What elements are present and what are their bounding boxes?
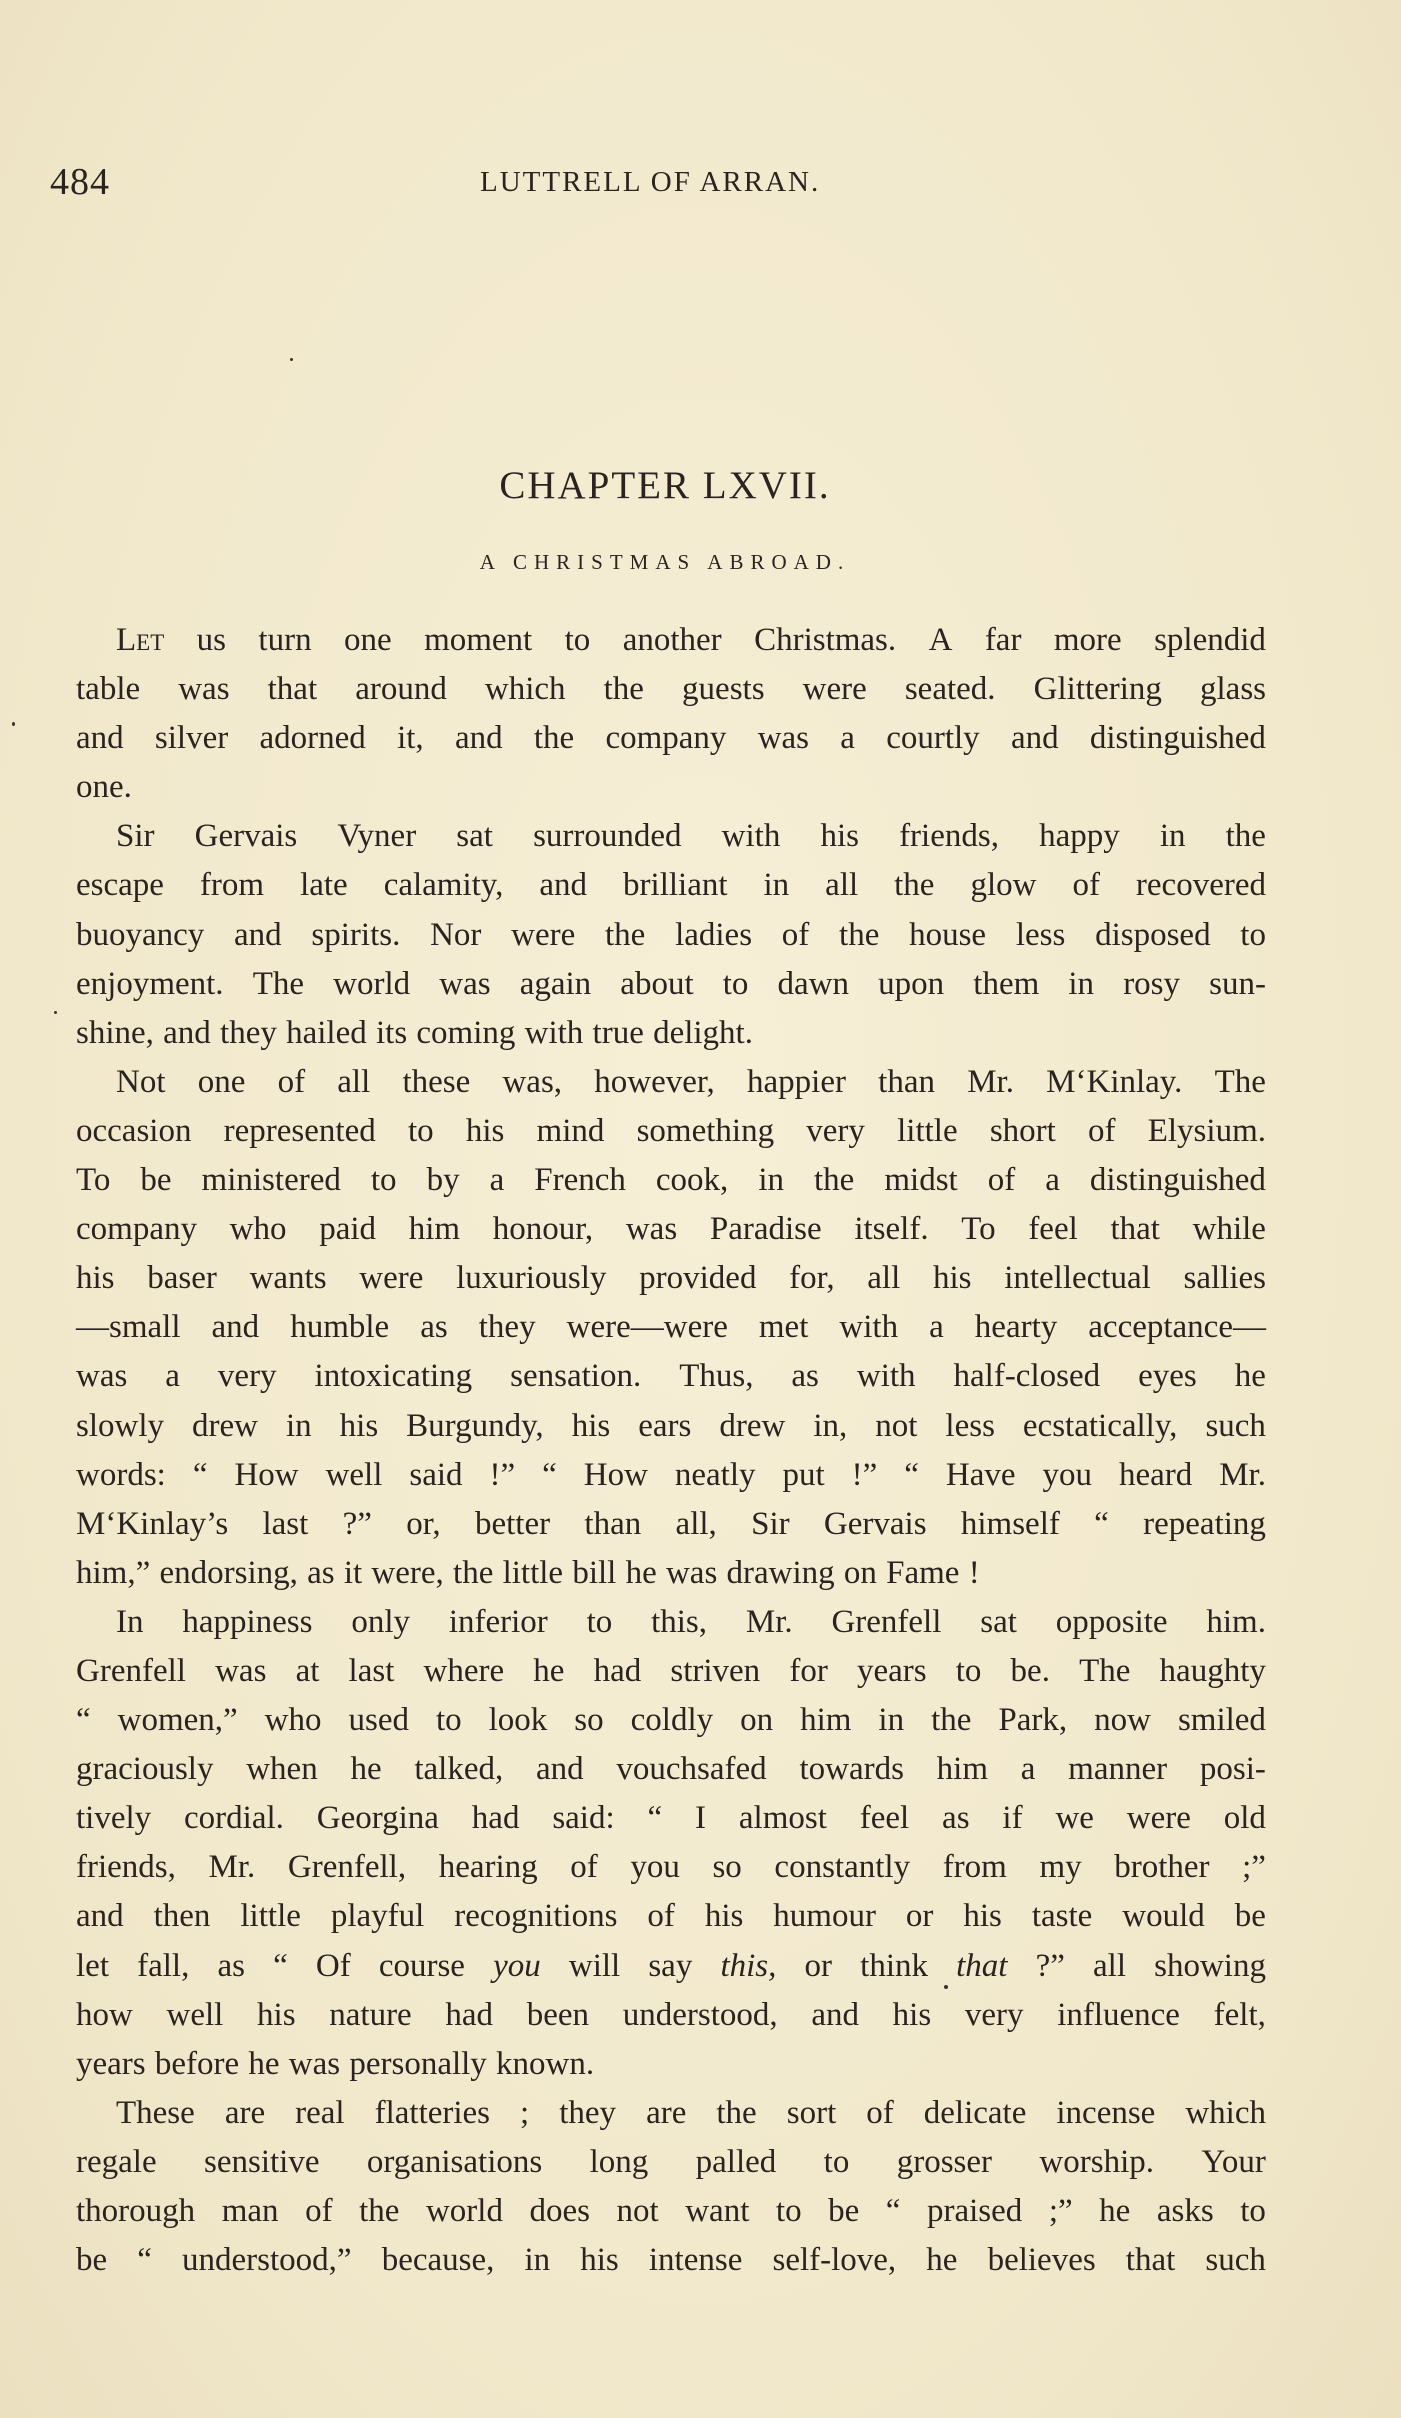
text-line: one. bbox=[76, 769, 132, 806]
text-line: tively cordial. Georgina had said: “ I almost feel as if we were old bbox=[76, 1800, 1266, 1837]
text-line: Let us turn one moment to another Christmas. A far more splendid bbox=[76, 616, 1266, 665]
text-line: company who paid him honour, was Paradise itself. To feel that while bbox=[76, 1211, 1266, 1248]
text-line: friends, Mr. Grenfell, hearing of you so constantly from my brother ;” bbox=[76, 1849, 1266, 1886]
text-line: his baser wants were luxuriously provided for, all his intellectual sallies bbox=[76, 1260, 1266, 1297]
body-text bbox=[76, 616, 1266, 2285]
text-line: and silver adorned it, and the company was a courtly and distinguished bbox=[76, 720, 1266, 757]
text-line: Grenfell was at last where he had striven for years to be. The haughty bbox=[76, 1652, 1266, 1689]
text-line: shine, and they hailed its coming with true delight. bbox=[76, 1014, 753, 1051]
text-line: years before he was personally known. bbox=[76, 2045, 595, 2082]
text-line: slowly drew in his Burgundy, his ears drew in, not less ecstatically, such bbox=[76, 1407, 1266, 1444]
print-speck bbox=[12, 722, 15, 726]
text-line: table was that around which the guests were seated. Glittering glass bbox=[76, 671, 1266, 708]
text-line: thorough man of the world does not want to be “ praised ;” he asks to bbox=[76, 2193, 1266, 2229]
text-line: “ women,” who used to look so coldly on him in the Park, now smiled bbox=[76, 1702, 1266, 1739]
text-line: let fall, as “ Of course you will say this, or think that ?” all showing bbox=[76, 1947, 1266, 1984]
text-line: him,” endorsing, as it were, the little bill he was drawing on Fame ! bbox=[76, 1554, 980, 1591]
text-line: occasion represented to his mind something very little short of Elysium. bbox=[76, 1112, 1266, 1149]
text-line: how well his nature had been understood, and his very influence felt, bbox=[76, 1996, 1266, 2033]
text-line: Sir Gervais Vyner sat surrounded with his friends, happy in the bbox=[116, 818, 1266, 855]
text-line: enjoyment. The world was again about to dawn upon them in rosy sun- bbox=[76, 965, 1266, 1002]
text-line: regale sensitive organisations long palled to grosser worship. Your bbox=[76, 2143, 1266, 2180]
print-speck bbox=[54, 1011, 57, 1014]
text-line: —small and humble as they were—were met with a hearty acceptance— bbox=[76, 1309, 1266, 1346]
text-line: These are real flatteries ; they are the sort of delicate incense which bbox=[116, 2094, 1266, 2131]
opening-word: Let bbox=[116, 622, 165, 658]
running-title: LUTTRELL OF ARRAN. bbox=[480, 166, 821, 198]
running-head bbox=[50, 160, 1250, 203]
print-speck bbox=[290, 358, 293, 361]
text-line: To be ministered to by a French cook, in the midst of a distinguished bbox=[76, 1162, 1266, 1199]
text-line: be “ understood,” because, in his intense self-love, he believes that such bbox=[76, 2242, 1266, 2279]
text-line: and then little playful recognitions of his humour or his taste would be bbox=[76, 1898, 1266, 1935]
chapter-subtitle: A CHRISTMAS ABROAD. bbox=[479, 550, 851, 574]
text-line: escape from late calamity, and brilliant in all the glow of recovered bbox=[76, 867, 1266, 904]
text-line: graciously when he talked, and vouchsafed towards him a manner posi- bbox=[76, 1751, 1266, 1788]
print-speck bbox=[944, 1985, 948, 1989]
page-number: 484 bbox=[50, 161, 110, 203]
text-line: buoyancy and spirits. Nor were the ladies of the house less disposed to bbox=[76, 916, 1266, 953]
text-line: M‘Kinlay’s last ?” or, better than all, Sir Gervais himself “ repeating bbox=[76, 1505, 1266, 1542]
text-line: In happiness only inferior to this, Mr. Grenfell sat opposite him. bbox=[116, 1603, 1266, 1640]
text-line: was a very intoxicating sensation. Thus, as with half-closed eyes he bbox=[76, 1358, 1266, 1395]
chapter-title: CHAPTER LXVII. bbox=[499, 464, 831, 507]
text-line: Not one of all these was, however, happier than Mr. M‘Kinlay. The bbox=[116, 1063, 1266, 1100]
text-line: words: “ How well said !” “ How neatly put !” “ Have you heard Mr. bbox=[76, 1456, 1266, 1493]
